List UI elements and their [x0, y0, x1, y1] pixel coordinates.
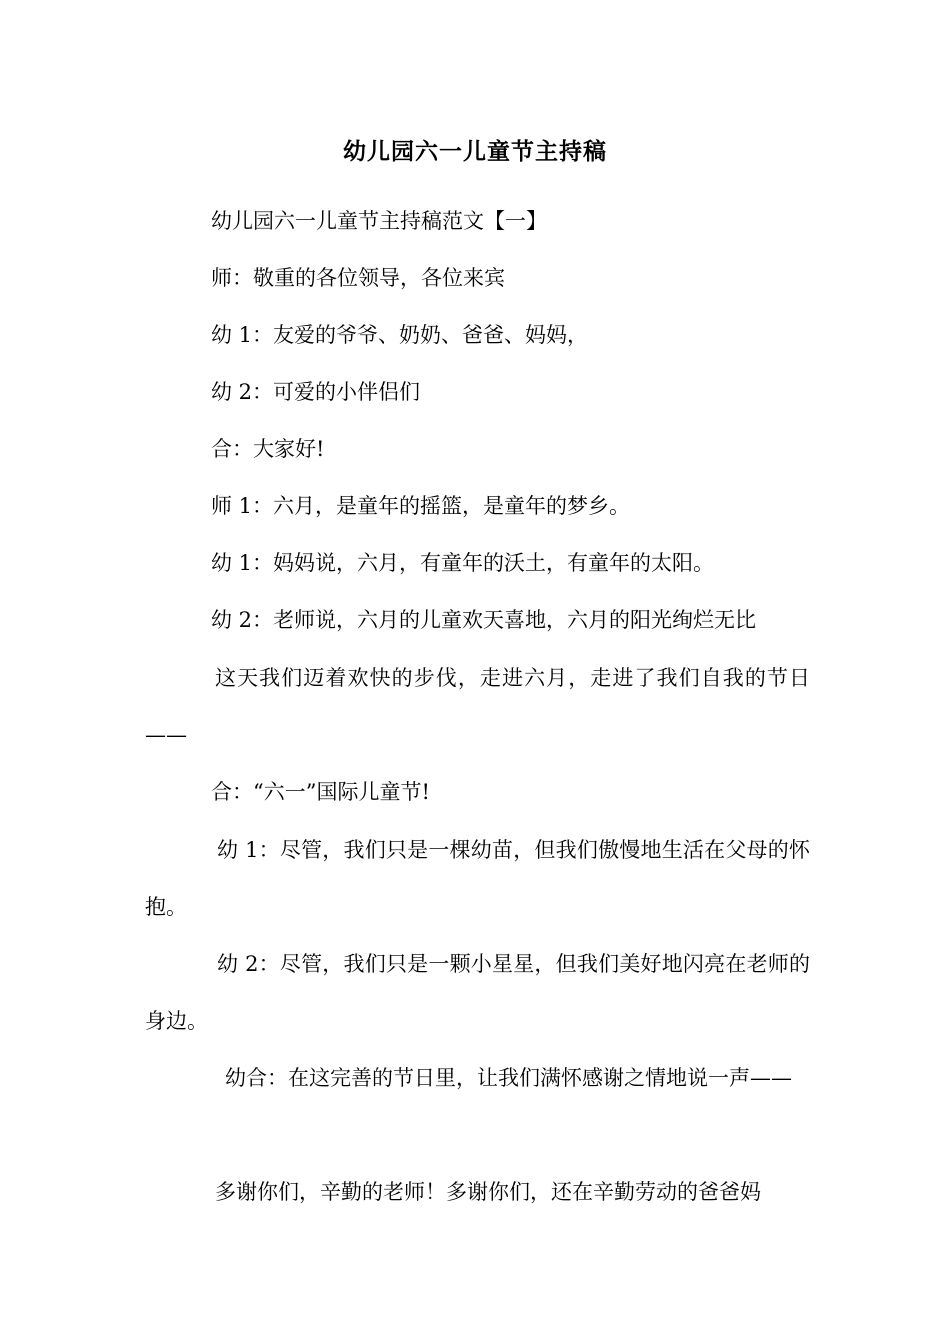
paragraph-subtitle: 幼儿园六一儿童节主持稿范文【一】 — [211, 209, 547, 233]
paragraph-wrapped: 幼 2：尽管，我们只是一颗小星星，但我们美好地闪亮在老师的身边。 — [145, 952, 810, 1033]
paragraph-line: 幼 1：妈妈说，六月，有童年的沃土，有童年的太阳。 — [211, 551, 715, 575]
paragraph-line: 幼 2：老师说，六月的儿童欢天喜地，六月的阳光绚烂无比 — [211, 608, 757, 632]
paragraph-line: 幼 2：可爱的小伴侣们 — [211, 380, 421, 404]
paragraph-line: 多谢你们，辛勤的老师！多谢你们，还在辛勤劳动的爸爸妈 — [215, 1180, 761, 1204]
paragraph-line: 师：敬重的各位领导，各位来宾 — [211, 266, 505, 290]
document-title: 幼儿园六一儿童节主持稿 — [343, 138, 607, 165]
paragraph-wrapped: 幼合：在这完善的节日里，让我们满怀感谢之情地说一声—— — [225, 1066, 792, 1090]
paragraph-line: 合：“六一”国际儿童节! — [211, 780, 430, 804]
paragraph-line: 师 1：六月，是童年的摇篮，是童年的梦乡。 — [211, 494, 631, 518]
paragraph-line: 幼 1：友爱的爷爷、奶奶、爸爸、妈妈， — [211, 323, 589, 347]
paragraph-line: 合：大家好! — [211, 437, 325, 461]
paragraph-wrapped: 幼 1：尽管，我们只是一棵幼苗，但我们傲慢地生活在父母的怀抱。 — [145, 838, 810, 919]
paragraph-wrapped: 这天我们迈着欢快的步伐，走进六月，走进了我们自我的节日—— — [145, 666, 810, 747]
